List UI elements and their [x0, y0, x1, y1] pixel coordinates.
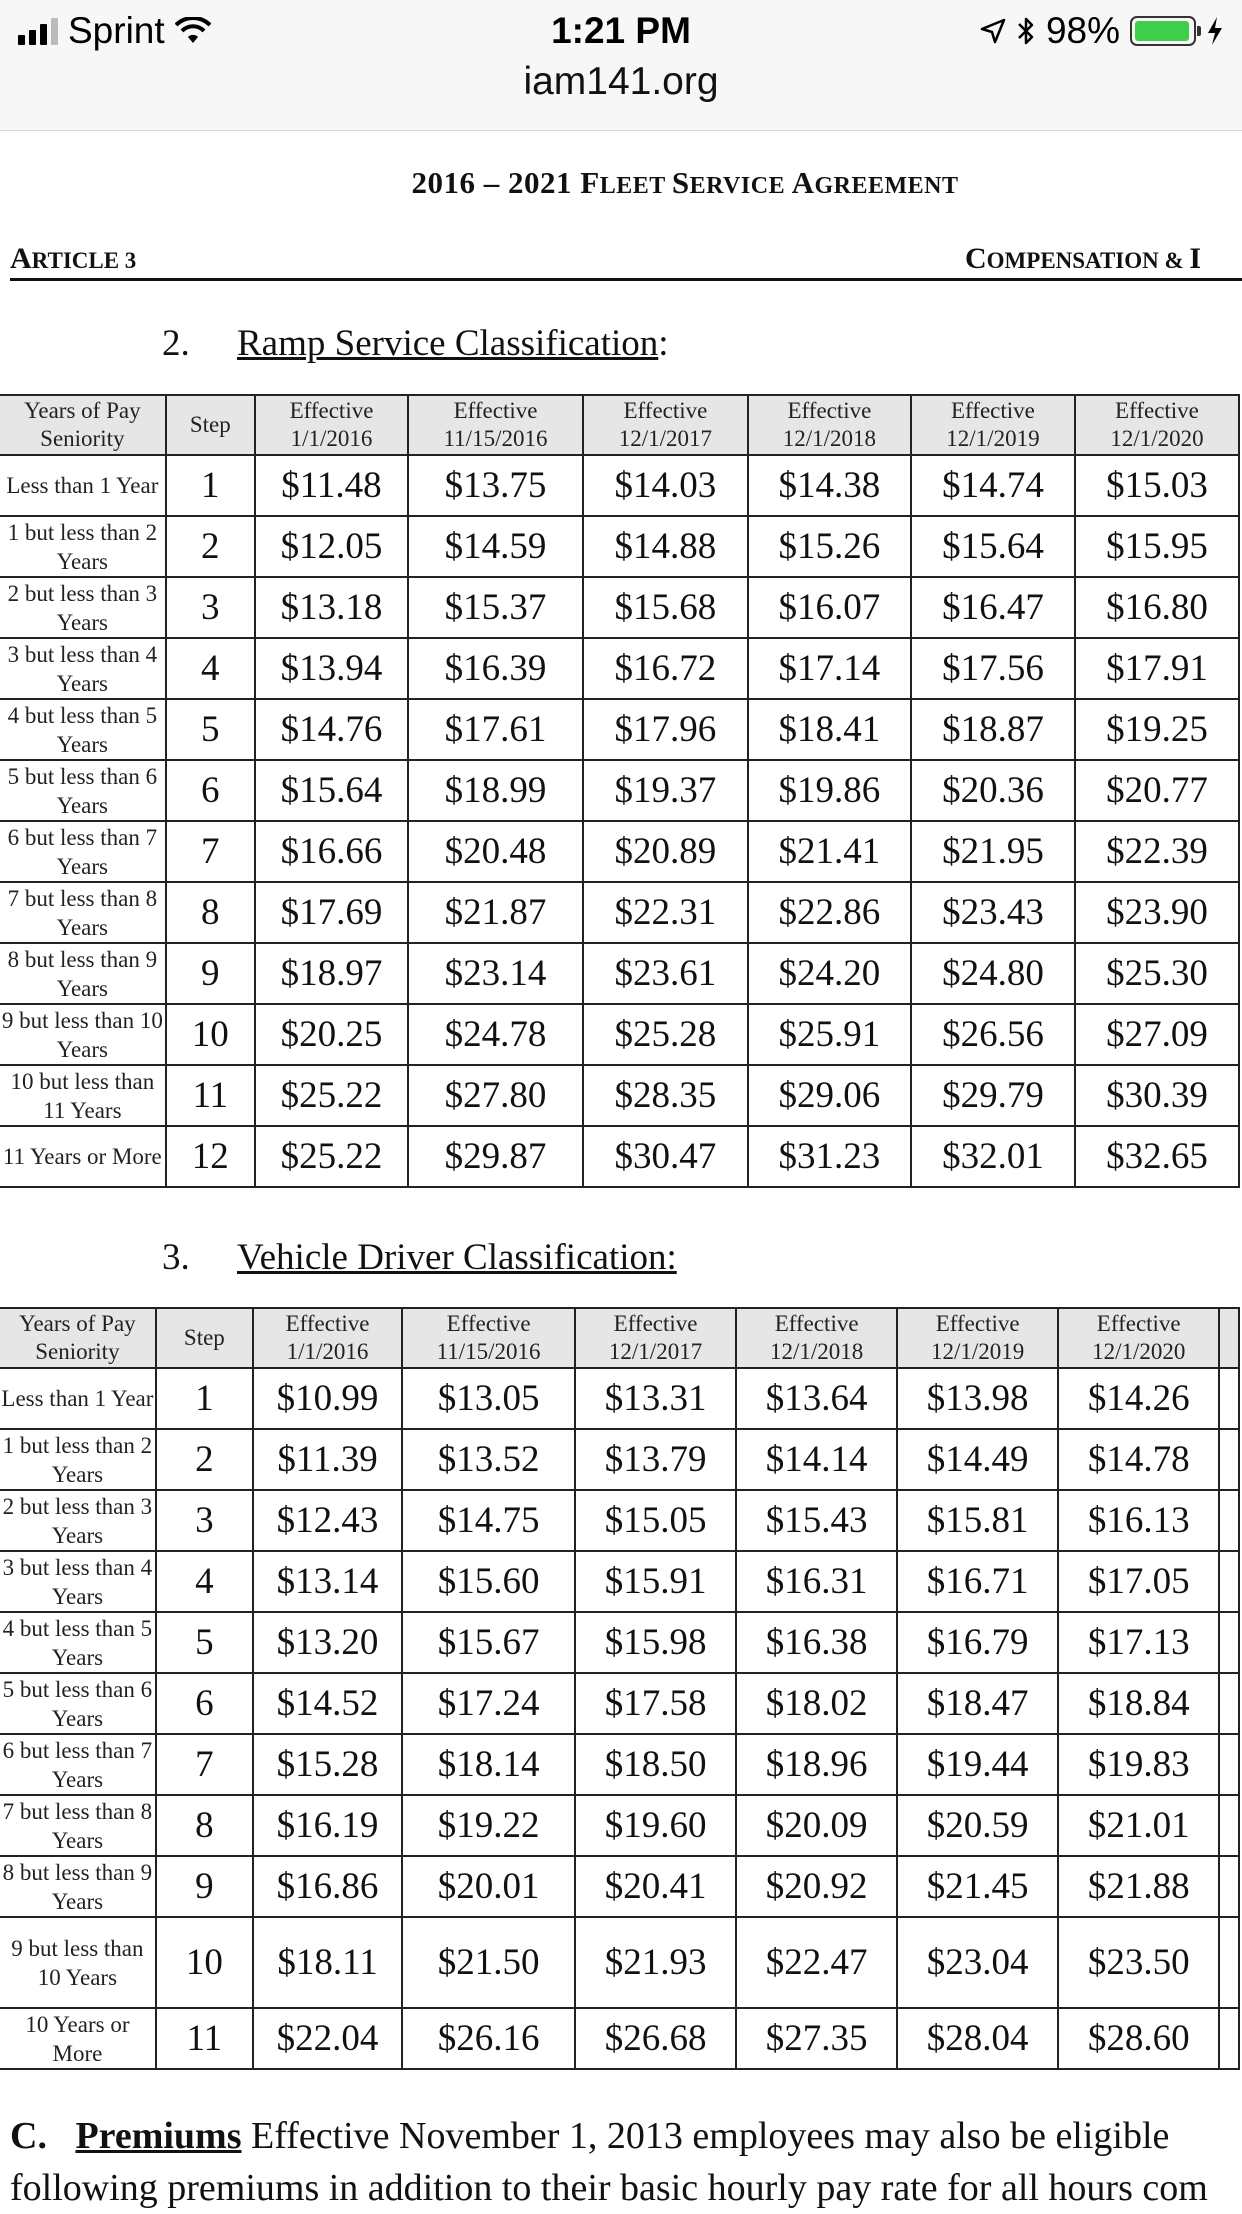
seniority-cell: 3 but less than 4 Years [0, 1551, 156, 1612]
rate-cell: $23.50 [1058, 1917, 1219, 2008]
rate-cell: $19.86 [748, 760, 911, 821]
rate-cell: $17.69 [255, 882, 408, 943]
rate-cell: $31.23 [748, 1126, 911, 1187]
rate-cell: $16.07 [748, 577, 911, 638]
table-header-row [0, 395, 1239, 455]
seniority-cell: 8 but less than 9 Years [0, 943, 166, 1004]
seniority-cell: 1 but less than 2 Years [0, 1429, 156, 1490]
status-bar [0, 6, 1242, 56]
rate-cell: $14.14 [736, 1429, 897, 1490]
table-row [0, 943, 1239, 1004]
location-arrow-icon [980, 18, 1006, 44]
rate-cell: $25.91 [748, 1004, 911, 1065]
column-header: Step [156, 1308, 253, 1368]
rate-cell: $21.87 [408, 882, 583, 943]
rate-cell: $11.39 [253, 1429, 402, 1490]
seniority-cell: 6 but less than 7 Years [0, 821, 166, 882]
rate-cell: $15.43 [736, 1490, 897, 1551]
step-cell: 8 [156, 1795, 253, 1856]
article-number: ARTICLE 3 [10, 242, 137, 275]
rate-cell: $20.41 [575, 1856, 736, 1917]
seniority-cell: 6 but less than 7 Years [0, 1734, 156, 1795]
rate-cell: $14.75 [402, 1490, 575, 1551]
rate-cell: $17.56 [911, 638, 1075, 699]
rate-cell: $21.41 [748, 821, 911, 882]
rate-cell: $22.39 [1075, 821, 1239, 882]
table-row [0, 1065, 1239, 1126]
truncated-cell [1219, 1917, 1239, 2008]
seniority-cell: 10 Years or More [0, 2008, 156, 2069]
rate-cell: $18.84 [1058, 1673, 1219, 1734]
rate-cell: $29.79 [911, 1065, 1075, 1126]
rate-cell: $26.16 [402, 2008, 575, 2069]
table-row [0, 821, 1239, 882]
rate-cell: $15.05 [575, 1490, 736, 1551]
rate-cell: $26.68 [575, 2008, 736, 2069]
rate-cell: $18.41 [748, 699, 911, 760]
column-header: Effective 12/1/2018 [736, 1308, 897, 1368]
seniority-cell: 8 but less than 9 Years [0, 1856, 156, 1917]
rate-cell: $14.88 [583, 516, 748, 577]
address-bar[interactable]: iam141.org [523, 60, 719, 103]
truncated-cell [1219, 1551, 1239, 1612]
rate-cell: $20.92 [736, 1856, 897, 1917]
seniority-cell: 1 but less than 2 Years [0, 516, 166, 577]
rate-cell: $13.79 [575, 1429, 736, 1490]
table-row [0, 1734, 1239, 1795]
step-cell: 5 [156, 1612, 253, 1673]
step-cell: 6 [166, 760, 255, 821]
rate-cell: $16.13 [1058, 1490, 1219, 1551]
rate-cell: $32.01 [911, 1126, 1075, 1187]
table-row [0, 516, 1239, 577]
article-topic: COMPENSATION & I [965, 242, 1202, 275]
rate-cell: $13.52 [402, 1429, 575, 1490]
document-title: 2016 – 2021 FLEET SERVICE AGREEMENT [411, 165, 959, 200]
rate-cell: $17.91 [1075, 638, 1239, 699]
column-header-truncated [1219, 1308, 1239, 1368]
rate-cell: $16.72 [583, 638, 748, 699]
rate-cell: $23.90 [1075, 882, 1239, 943]
step-cell: 4 [156, 1551, 253, 1612]
rate-cell: $16.66 [255, 821, 408, 882]
rate-cell: $23.61 [583, 943, 748, 1004]
seniority-cell: 4 but less than 5 Years [0, 699, 166, 760]
rate-cell: $15.28 [253, 1734, 402, 1795]
rate-cell: $21.50 [402, 1917, 575, 2008]
seniority-cell: 5 but less than 6 Years [0, 760, 166, 821]
step-cell: 10 [166, 1004, 255, 1065]
rate-cell: $14.59 [408, 516, 583, 577]
step-cell: 9 [156, 1856, 253, 1917]
table-row [0, 1917, 1239, 2008]
rate-cell: $18.99 [408, 760, 583, 821]
rate-cell: $13.98 [897, 1368, 1058, 1429]
rate-cell: $14.78 [1058, 1429, 1219, 1490]
step-cell: 11 [166, 1065, 255, 1126]
rate-cell: $15.37 [408, 577, 583, 638]
truncated-cell [1219, 1795, 1239, 1856]
table-row [0, 882, 1239, 943]
rate-cell: $18.87 [911, 699, 1075, 760]
column-header: Years of Pay Seniority [0, 1308, 156, 1368]
rate-cell: $28.60 [1058, 2008, 1219, 2069]
rate-cell: $17.14 [748, 638, 911, 699]
premiums-heading: Premiums [75, 2115, 242, 2157]
rate-cell: $19.25 [1075, 699, 1239, 760]
rate-cell: $18.97 [255, 943, 408, 1004]
step-cell: 7 [156, 1734, 253, 1795]
rate-cell: $25.30 [1075, 943, 1239, 1004]
rate-cell: $16.39 [408, 638, 583, 699]
section-title-vehicle-driver: 3. Vehicle Driver Classification: [162, 1237, 677, 1278]
rate-cell: $13.18 [255, 577, 408, 638]
rate-cell: $16.86 [253, 1856, 402, 1917]
rate-cell: $30.47 [583, 1126, 748, 1187]
rate-cell: $23.04 [897, 1917, 1058, 2008]
rate-cell: $22.47 [736, 1917, 897, 2008]
column-header: Effective 11/15/2016 [408, 395, 583, 455]
rate-cell: $22.04 [253, 2008, 402, 2069]
rate-cell: $20.36 [911, 760, 1075, 821]
table-row [0, 1551, 1239, 1612]
rate-cell: $13.05 [402, 1368, 575, 1429]
rate-cell: $14.52 [253, 1673, 402, 1734]
rate-cell: $19.44 [897, 1734, 1058, 1795]
step-cell: 3 [156, 1490, 253, 1551]
seniority-cell: 9 but less than 10 Years [0, 1917, 156, 2008]
rate-cell: $22.31 [583, 882, 748, 943]
column-header: Effective 12/1/2020 [1058, 1308, 1219, 1368]
article-header [10, 242, 1242, 281]
seniority-cell: 10 but less than 11 Years [0, 1065, 166, 1126]
step-cell: 7 [166, 821, 255, 882]
rate-cell: $16.19 [253, 1795, 402, 1856]
truncated-cell [1219, 1856, 1239, 1917]
table-row [0, 1856, 1239, 1917]
column-header: Effective 12/1/2020 [1075, 395, 1239, 455]
column-header: Effective 11/15/2016 [402, 1308, 575, 1368]
column-header: Effective 12/1/2018 [748, 395, 911, 455]
rate-cell: $15.91 [575, 1551, 736, 1612]
rate-cell: $29.06 [748, 1065, 911, 1126]
rate-cell: $20.59 [897, 1795, 1058, 1856]
rate-cell: $16.71 [897, 1551, 1058, 1612]
column-header: Effective 12/1/2019 [911, 395, 1075, 455]
rate-cell: $27.09 [1075, 1004, 1239, 1065]
table-row [0, 1126, 1239, 1187]
rate-cell: $19.60 [575, 1795, 736, 1856]
table-row [0, 1795, 1239, 1856]
table-row [0, 455, 1239, 516]
rate-cell: $17.05 [1058, 1551, 1219, 1612]
rate-cell: $20.09 [736, 1795, 897, 1856]
rate-cell: $22.86 [748, 882, 911, 943]
column-header: Years of Pay Seniority [0, 395, 166, 455]
rate-cell: $12.05 [255, 516, 408, 577]
rate-cell: $24.20 [748, 943, 911, 1004]
rate-cell: $10.99 [253, 1368, 402, 1429]
truncated-cell [1219, 2008, 1239, 2069]
step-cell: 4 [166, 638, 255, 699]
table-row [0, 1368, 1239, 1429]
rate-cell: $13.75 [408, 455, 583, 516]
rate-cell: $18.14 [402, 1734, 575, 1795]
step-cell: 12 [166, 1126, 255, 1187]
rate-cell: $29.87 [408, 1126, 583, 1187]
rate-cell: $18.47 [897, 1673, 1058, 1734]
rate-cell: $20.77 [1075, 760, 1239, 821]
step-cell: 5 [166, 699, 255, 760]
truncated-cell [1219, 1490, 1239, 1551]
rate-cell: $14.49 [897, 1429, 1058, 1490]
rate-cell: $27.80 [408, 1065, 583, 1126]
rate-cell: $23.43 [911, 882, 1075, 943]
seniority-cell: 3 but less than 4 Years [0, 638, 166, 699]
truncated-cell [1219, 1429, 1239, 1490]
table-row [0, 1429, 1239, 1490]
section-title-ramp-service: 2. Ramp Service Classification: [162, 323, 669, 364]
column-header: Step [166, 395, 255, 455]
rate-cell: $11.48 [255, 455, 408, 516]
rate-cell: $15.64 [255, 760, 408, 821]
step-cell: 6 [156, 1673, 253, 1734]
rate-cell: $13.20 [253, 1612, 402, 1673]
charging-bolt-icon [1206, 16, 1224, 46]
rate-cell: $16.79 [897, 1612, 1058, 1673]
seniority-cell: 5 but less than 6 Years [0, 1673, 156, 1734]
step-cell: 1 [156, 1368, 253, 1429]
table-row [0, 1673, 1239, 1734]
rate-cell: $20.25 [255, 1004, 408, 1065]
rate-cell: $14.76 [255, 699, 408, 760]
rate-cell: $25.22 [255, 1126, 408, 1187]
ramp-service-pay-table [0, 394, 1240, 1188]
rate-cell: $13.14 [253, 1551, 402, 1612]
seniority-cell: 2 but less than 3 Years [0, 577, 166, 638]
rate-cell: $21.95 [911, 821, 1075, 882]
rate-cell: $13.31 [575, 1368, 736, 1429]
rate-cell: $19.83 [1058, 1734, 1219, 1795]
rate-cell: $19.37 [583, 760, 748, 821]
table-row [0, 638, 1239, 699]
rate-cell: $27.35 [736, 2008, 897, 2069]
rate-cell: $14.03 [583, 455, 748, 516]
seniority-cell: 4 but less than 5 Years [0, 1612, 156, 1673]
table-row [0, 1612, 1239, 1673]
premiums-paragraph: C. Premiums Effective November 1, 2013 employees may also be eligible following premiums in addition to their basic hourly pay rate for all hours com [10, 2115, 1208, 2209]
rate-cell: $32.65 [1075, 1126, 1239, 1187]
rate-cell: $15.68 [583, 577, 748, 638]
rate-cell: $21.93 [575, 1917, 736, 2008]
rate-cell: $26.56 [911, 1004, 1075, 1065]
rate-cell: $16.47 [911, 577, 1075, 638]
rate-cell: $20.01 [402, 1856, 575, 1917]
rate-cell: $21.88 [1058, 1856, 1219, 1917]
seniority-cell: 11 Years or More [0, 1126, 166, 1187]
step-cell: 3 [166, 577, 255, 638]
rate-cell: $15.98 [575, 1612, 736, 1673]
seniority-cell: 9 but less than 10 Years [0, 1004, 166, 1065]
step-cell: 10 [156, 1917, 253, 2008]
rate-cell: $18.96 [736, 1734, 897, 1795]
rate-cell: $24.80 [911, 943, 1075, 1004]
table-row [0, 1490, 1239, 1551]
rate-cell: $28.04 [897, 2008, 1058, 2069]
truncated-cell [1219, 1673, 1239, 1734]
rate-cell: $12.43 [253, 1490, 402, 1551]
step-cell: 11 [156, 2008, 253, 2069]
rate-cell: $21.45 [897, 1856, 1058, 1917]
rate-cell: $17.61 [408, 699, 583, 760]
clock: 1:21 PM [551, 10, 691, 51]
carrier-label: Sprint [68, 10, 165, 51]
rate-cell: $30.39 [1075, 1065, 1239, 1126]
seniority-cell: Less than 1 Year [0, 455, 166, 516]
rate-cell: $17.96 [583, 699, 748, 760]
column-header: Effective 1/1/2016 [253, 1308, 402, 1368]
truncated-cell [1219, 1612, 1239, 1673]
rate-cell: $17.24 [402, 1673, 575, 1734]
step-cell: 9 [166, 943, 255, 1004]
seniority-cell: 7 but less than 8 Years [0, 882, 166, 943]
rate-cell: $18.50 [575, 1734, 736, 1795]
truncated-cell [1219, 1368, 1239, 1429]
rate-cell: $16.31 [736, 1551, 897, 1612]
rate-cell: $19.22 [402, 1795, 575, 1856]
rate-cell: $16.80 [1075, 577, 1239, 638]
rate-cell: $20.48 [408, 821, 583, 882]
table-row [0, 699, 1239, 760]
rate-cell: $24.78 [408, 1004, 583, 1065]
battery-icon [1130, 16, 1196, 46]
step-cell: 2 [166, 516, 255, 577]
rate-cell: $28.35 [583, 1065, 748, 1126]
battery-percent: 98% [1045, 10, 1120, 51]
rate-cell: $18.02 [736, 1673, 897, 1734]
column-header: Effective 12/1/2017 [583, 395, 748, 455]
rate-cell: $17.58 [575, 1673, 736, 1734]
column-header: Effective 12/1/2017 [575, 1308, 736, 1368]
rate-cell: $25.22 [255, 1065, 408, 1126]
rate-cell: $13.94 [255, 638, 408, 699]
bluetooth-icon [1016, 15, 1036, 47]
rate-cell: $15.60 [402, 1551, 575, 1612]
table-row [0, 2008, 1239, 2069]
rate-cell: $15.95 [1075, 516, 1239, 577]
column-header: Effective 12/1/2019 [897, 1308, 1058, 1368]
table-row [0, 1004, 1239, 1065]
table-row [0, 760, 1239, 821]
rate-cell: $13.64 [736, 1368, 897, 1429]
seniority-cell: Less than 1 Year [0, 1368, 156, 1429]
rate-cell: $18.11 [253, 1917, 402, 2008]
step-cell: 1 [166, 455, 255, 516]
rate-cell: $14.26 [1058, 1368, 1219, 1429]
rate-cell: $21.01 [1058, 1795, 1219, 1856]
step-cell: 2 [156, 1429, 253, 1490]
seniority-cell: 2 but less than 3 Years [0, 1490, 156, 1551]
rate-cell: $15.03 [1075, 455, 1239, 516]
table-row [0, 577, 1239, 638]
rate-cell: $15.26 [748, 516, 911, 577]
seniority-cell: 7 but less than 8 Years [0, 1795, 156, 1856]
step-cell: 8 [166, 882, 255, 943]
rate-cell: $16.38 [736, 1612, 897, 1673]
rate-cell: $14.38 [748, 455, 911, 516]
column-header: Effective 1/1/2016 [255, 395, 408, 455]
rate-cell: $23.14 [408, 943, 583, 1004]
rate-cell: $14.74 [911, 455, 1075, 516]
rate-cell: $20.89 [583, 821, 748, 882]
rate-cell: $15.81 [897, 1490, 1058, 1551]
rate-cell: $15.64 [911, 516, 1075, 577]
truncated-cell [1219, 1734, 1239, 1795]
rate-cell: $25.28 [583, 1004, 748, 1065]
browser-top-bar [0, 0, 1242, 131]
table-header-row [0, 1308, 1239, 1368]
rate-cell: $15.67 [402, 1612, 575, 1673]
vehicle-driver-pay-table [0, 1307, 1240, 2070]
rate-cell: $17.13 [1058, 1612, 1219, 1673]
